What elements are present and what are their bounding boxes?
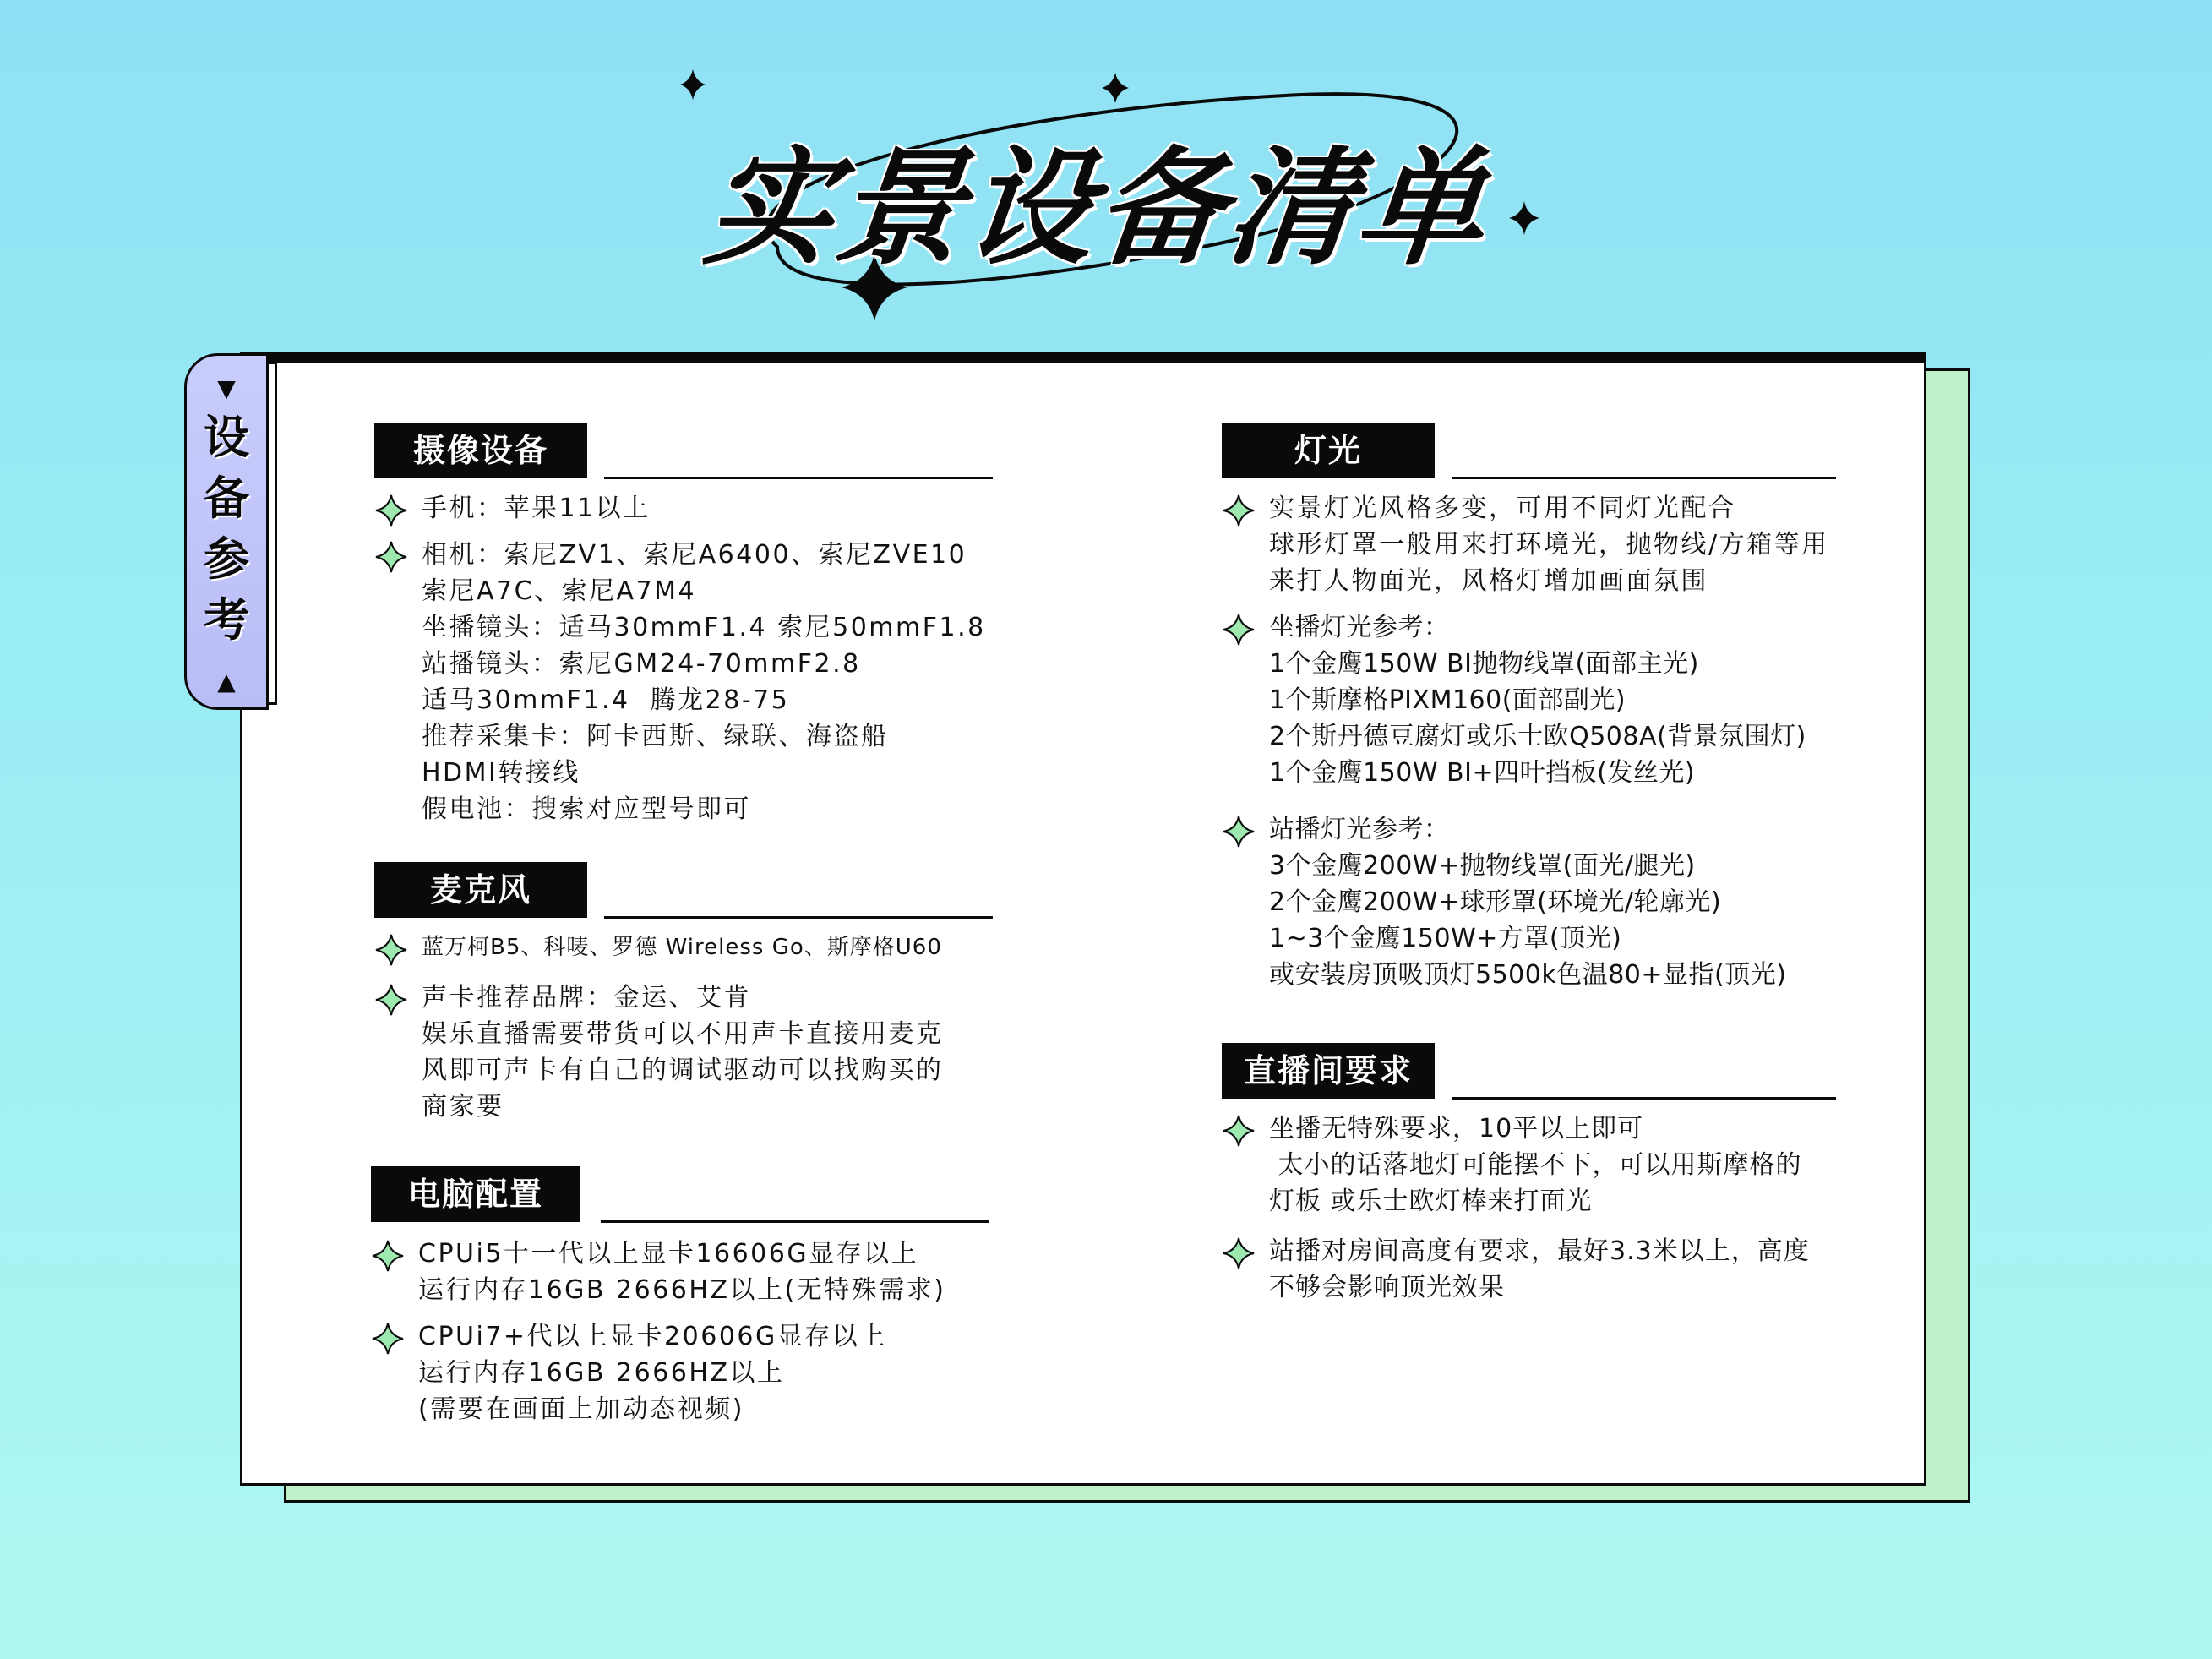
section-label: 直播间要求: [1222, 1043, 1435, 1099]
star-bullet-icon: [374, 540, 408, 574]
list-item: 蓝万柯B5、科唛、罗德 Wireless Go、斯摩格U60: [374, 930, 1016, 966]
list-item: 声卡推荐品牌：金运、艾肯 娱乐直播需要带货可以不用声卡直接用麦克 风即可声卡有自己的调试驱动可以找购买的 商家要: [374, 980, 1016, 1125]
section-camera: [374, 423, 1016, 827]
side-tab: [184, 353, 269, 710]
star-bullet-icon: [371, 1239, 405, 1273]
star-bullet-icon: [1222, 1114, 1256, 1148]
star-bullet-icon: [1222, 494, 1256, 527]
list-item: 坐播无特殊要求，10平以上即可 太小的话落地灯可能摆不下，可以用斯摩格的 灯板 或乐士欧灯棒来打面光: [1222, 1111, 1864, 1220]
star-bullet-icon: [1222, 1236, 1256, 1270]
section-computer: [371, 1166, 1013, 1427]
section-label: 麦克风: [374, 862, 587, 918]
star-bullet-icon: [374, 983, 408, 1017]
list-item: 站播灯光参考： 3个金鹰200W+抛物线罩(面光/腿光) 2个金鹰200W+球形罩(环境光/轮廓光) 1~3个金鹰150W+方罩(顶光) 或安装房顶吸顶灯5500k色温80+显指(顶光): [1222, 811, 1864, 993]
side-tab-text: 设 备 参 考: [204, 411, 249, 647]
section-lighting: [1222, 423, 1864, 993]
list-item: CPUi7+代以上显卡20606G显存以上 运行内存16GB 2666HZ以上 (需要在画面上加动态视频): [371, 1318, 1013, 1427]
section-room: [1222, 1043, 1864, 1306]
section-underline: [604, 477, 993, 479]
star-bullet-icon: [1222, 613, 1256, 647]
section-label: 摄像设备: [374, 423, 587, 478]
star-bullet-icon: [371, 1322, 405, 1356]
section-label: 电脑配置: [371, 1166, 580, 1222]
section-underline: [1452, 477, 1836, 479]
list-item: 相机：索尼ZV1、索尼A6400、索尼ZVE10 索尼A7C、索尼A7M4 坐播镜头：适马30mmF1.4 索尼50mmF1.8 站播镜头：索尼GM24-70mmF2.8 适马30mmF1.4 腾龙28-75 推荐采集卡：阿卡西斯、绿联、海盗船 HDMI转接线 假电池：搜索对应型号即可: [374, 537, 1016, 827]
triangle-up-icon: ▲: [217, 668, 236, 696]
section-underline: [1452, 1097, 1836, 1100]
star-bullet-icon: [374, 494, 408, 527]
star-bullet-icon: [1222, 815, 1256, 849]
title-area: [659, 59, 1555, 338]
section-microphone: [374, 862, 1016, 1125]
triangle-down-icon: ▼: [217, 374, 236, 402]
section-underline: [601, 1220, 989, 1223]
list-item: CPUi5十一代以上显卡16606G显存以上 运行内存16GB 2666HZ以上(无特殊需求): [371, 1236, 1013, 1308]
list-item: 实景灯光风格多变，可用不同灯光配合 球形灯罩一般用来打环境光，抛物线/方箱等用 来打人物面光，风格灯增加画面氛围: [1222, 490, 1864, 599]
section-underline: [604, 916, 993, 919]
list-item: 手机：苹果11以上: [374, 490, 1016, 527]
list-item: 坐播灯光参考： 1个金鹰150W BI抛物线罩(面部主光) 1个斯摩格PIXM160(面部副光) 2个斯丹德豆腐灯或乐士欧Q508A(背景氛围灯) 1个金鹰150W BI+四叶挡板(发丝光): [1222, 609, 1864, 791]
section-label: 灯光: [1222, 423, 1435, 478]
star-bullet-icon: [374, 933, 408, 967]
page-title: 实景设备清单: [699, 135, 1496, 282]
list-item: 站播对房间高度有要求，最好3.3米以上，高度 不够会影响顶光效果: [1222, 1233, 1864, 1306]
